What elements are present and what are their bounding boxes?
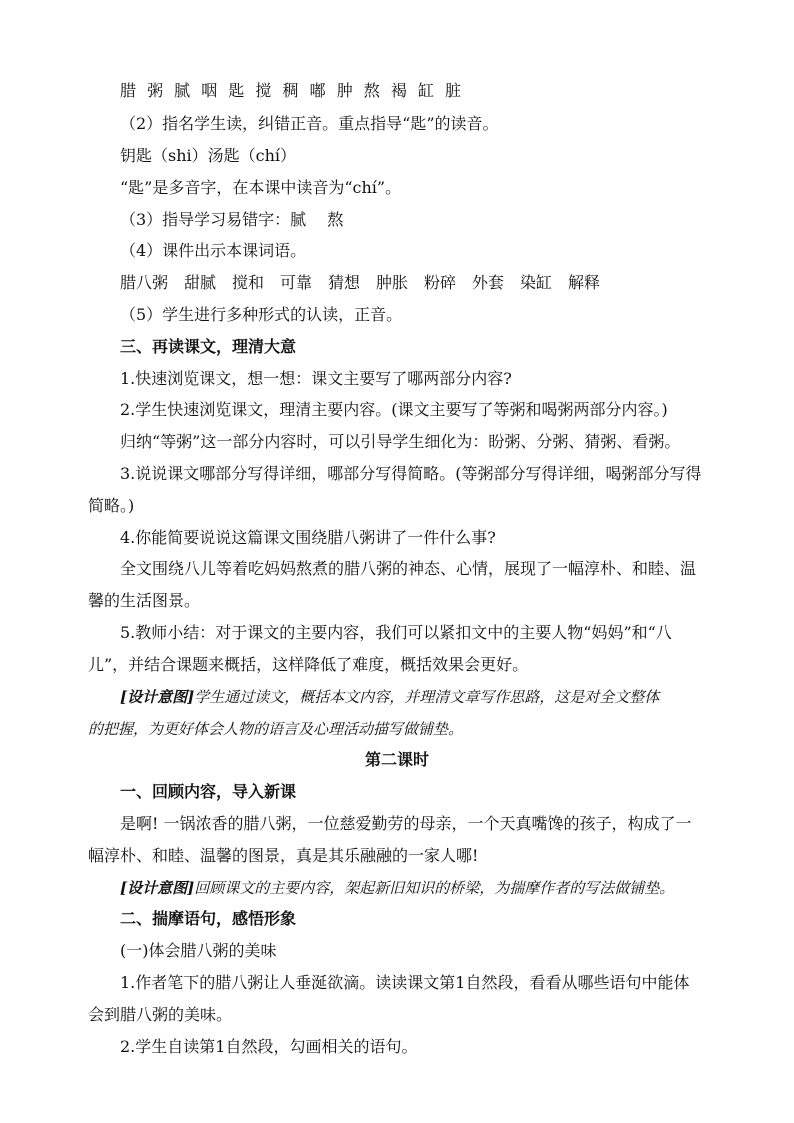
section-heading: 一、回顾内容，导入新课	[120, 782, 297, 801]
design-intent-tag: [设计意图]	[120, 879, 195, 897]
design-intent-text: 的把握，为更好体会人物的语言及心理活动描写做铺垫。	[88, 720, 464, 738]
text-line: 2.学生快速浏览课文，理清主要内容。(课文主要写了等粥和喝粥两部分内容。)	[120, 400, 668, 419]
text-line: （5）学生进行多种形式的认读，正音。	[120, 305, 403, 324]
text-line: （3）指导学习易错字：腻 熬	[120, 210, 344, 229]
text-line: 2.学生自读第1自然段，勾画相关的语句。	[120, 1037, 418, 1056]
character-list: 腊 粥 腻 咽 匙 搅 稠 嘟 肿 熬 褐 缸 脏	[120, 81, 465, 100]
design-intent-note	[0, 687, 794, 707]
design-intent-note	[0, 878, 794, 898]
text-line: “匙”是多音字，在本课中读音为“chí”。	[120, 178, 402, 197]
text-line: 是啊! 一锅浓香的腊八粥，一位慈爱勤劳的母亲，一个天真嘴馋的孩子，构成了一	[120, 814, 692, 833]
text-line: 馨的生活图景。	[88, 591, 201, 610]
text-line: 4.你能简要说说这篇课文围绕腊八粥讲了一件什么事?	[120, 528, 496, 547]
text-line: 儿”，并结合课题来概括，这样降低了难度，概括效果会更好。	[88, 655, 529, 674]
design-intent-tag: [设计意图]	[120, 688, 195, 706]
text-line: 简略。)	[88, 496, 135, 515]
section-heading: 三、再读课文，理清大意	[120, 337, 297, 356]
text-line: （2）指名学生读，纠错正音。重点指导“匙”的读音。	[120, 114, 499, 133]
section-heading: 二、揣摩语句，感悟形象	[120, 909, 297, 928]
text-line: 钥匙（shi）汤匙（chí）	[120, 146, 297, 165]
text-line: 全文围绕八儿等着吃妈妈熬煮的腊八粥的神态、心情，展现了一幅淳朴、和睦、温	[120, 559, 697, 578]
text-line: 1.快速浏览课文，想一想：课文主要写了哪两部分内容?	[120, 369, 512, 388]
text-line: 会到腊八粥的美味。	[88, 1005, 233, 1024]
design-intent-text: 学生通过读文，概括本文内容，并理清文章写作思路，这是对全文整体	[194, 688, 660, 706]
text-line: 1.作者笔下的腊八粥让人垂涎欲滴。读读课文第1自然段，看看从哪些语句中能体	[120, 973, 690, 992]
lesson-title: 第二课时	[364, 750, 429, 769]
text-line: 3.说说课文哪部分写得详细，哪部分写得简略。(等粥部分写得详细，喝粥部分写得	[120, 464, 702, 483]
text-line: 幅淳朴、和睦、温馨的图景，真是其乐融融的一家人哪!	[88, 846, 479, 865]
sub-heading: (一)体会腊八粥的美味	[120, 941, 277, 960]
text-line: （4）课件出示本课词语。	[120, 241, 307, 260]
vocabulary-list: 腊八粥 甜腻 搅和 可靠 猜想 肿胀 粉碎 外套 染缸 解释	[120, 273, 601, 292]
text-line: 归纳“等粥”这一部分内容时，可以引导学生细化为：盼粥、分粥、猜粥、看粥。	[120, 432, 681, 451]
design-intent-text: 回顾课文的主要内容，架起新旧知识的桥梁，为揣摩作者的写法做铺垫。	[194, 879, 675, 897]
text-line: 5.教师小结：对于课文的主要内容，我们可以紧扣文中的主要人物“妈妈”和“八	[120, 623, 672, 642]
